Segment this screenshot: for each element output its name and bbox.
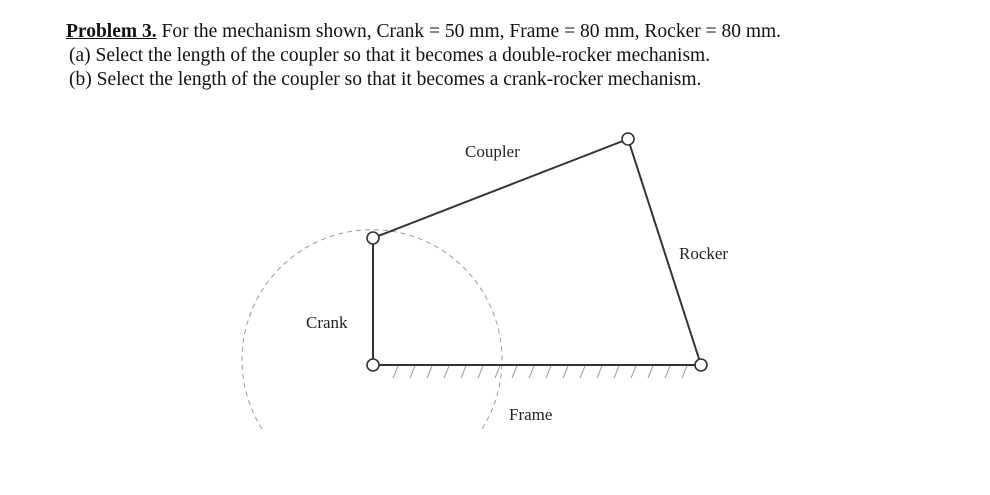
- frame-label: Frame: [509, 405, 553, 424]
- problem-heading: Problem 3.: [66, 21, 157, 42]
- problem-given-values: For the mechanism shown, Crank = 50 mm, Frame = 80 mm, Rocker = 80 mm.: [161, 21, 782, 42]
- coupler-rocker-joint: [622, 133, 634, 145]
- crank-label: Crank: [306, 313, 348, 332]
- crank-ground-pivot: [367, 359, 379, 371]
- crank-coupler-joint: [367, 232, 379, 244]
- rocker-label: Rocker: [679, 244, 729, 263]
- coupler-label: Coupler: [465, 142, 520, 161]
- ground-hatching: [393, 366, 687, 378]
- problem-part-a: (a) Select the length of the coupler so that it becomes a double-rocker mechanism.: [69, 45, 711, 66]
- problem-part-b: (b) Select the length of the coupler so that it becomes a crank-rocker mechanism.: [69, 69, 702, 90]
- rocker-ground-pivot: [695, 359, 707, 371]
